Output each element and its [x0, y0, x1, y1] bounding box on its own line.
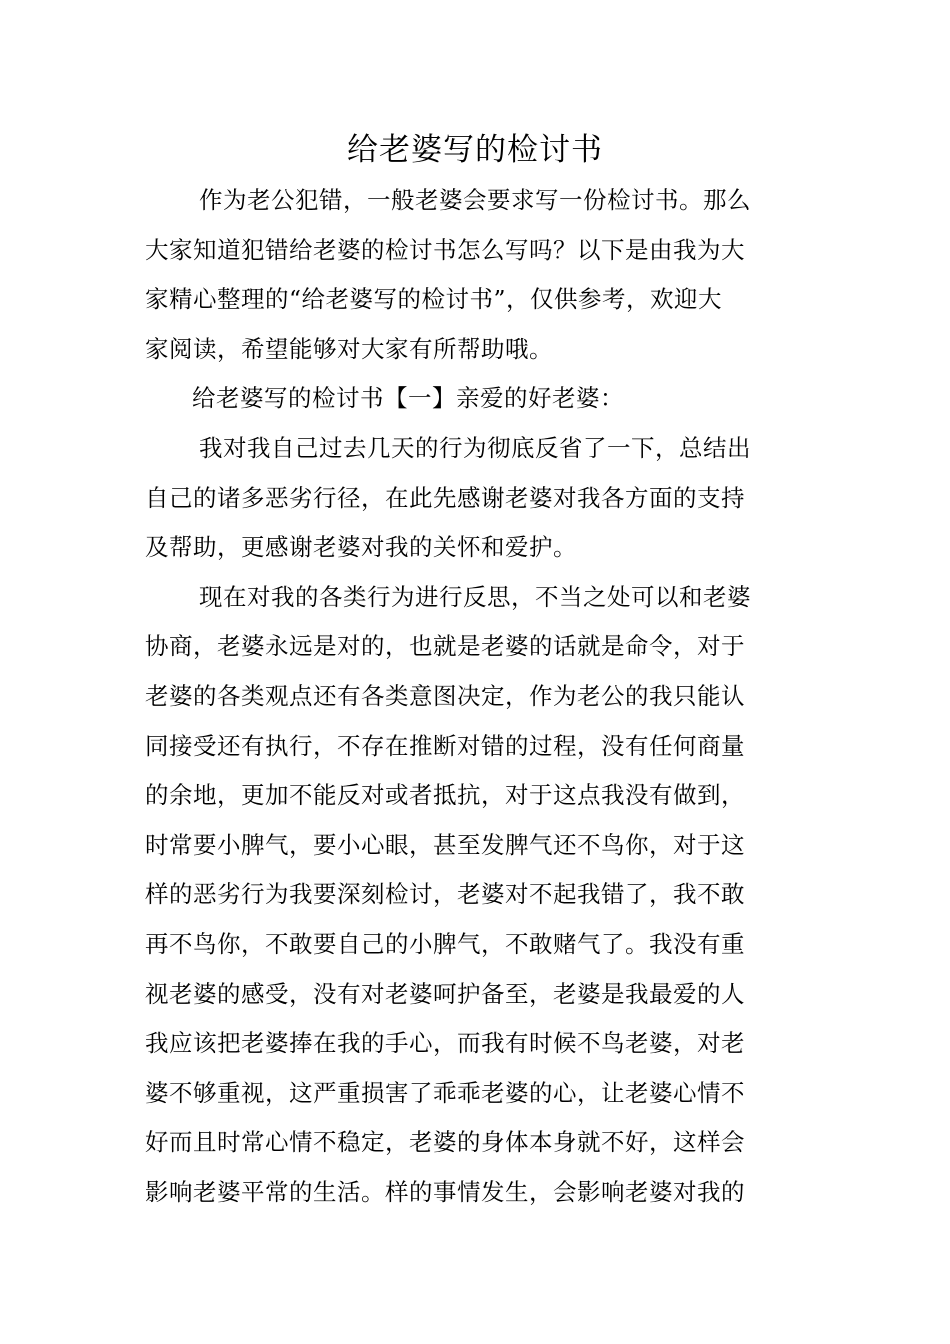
- text-line: 视老婆的感受，没有对老婆呵护备至，老婆是我最爱的人: [145, 979, 745, 1008]
- text-line: 及帮助，更感谢老婆对我的关怀和爱护。: [145, 533, 577, 562]
- text-line: 给老婆写的检讨书【一】亲爱的好老婆：: [192, 384, 624, 413]
- text-line: 协商，老婆永远是对的，也就是老婆的话就是命令，对于: [145, 632, 745, 661]
- text-line: 现在对我的各类行为进行反思，不当之处可以和老婆: [199, 582, 751, 611]
- text-line: 时常要小脾气，要小心眼，甚至发脾气还不鸟你，对于这: [145, 830, 745, 859]
- text-line: 老婆的各类观点还有各类意图决定，作为老公的我只能认: [145, 681, 745, 710]
- text-line: 家精心整理的“给老婆写的检讨书”，仅供参考，欢迎大: [145, 285, 723, 314]
- text-line: 再不鸟你，不敢要自己的小脾气，不敢赌气了。我没有重: [145, 929, 745, 958]
- text-line: 影响老婆平常的生活。样的事情发生，会影响老婆对我的: [145, 1177, 745, 1206]
- text-line: 样的恶劣行为我要深刻检讨，老婆对不起我错了，我不敢: [145, 880, 745, 909]
- text-line: 大家知道犯错给老婆的检讨书怎么写吗？以下是由我为大: [145, 235, 745, 264]
- document-body: [145, 176, 810, 1217]
- text-line: 婆不够重视，这严重损害了乖乖老婆的心，让老婆心情不: [145, 1078, 745, 1107]
- text-line: 的余地，更加不能反对或者抵抗，对于这点我没有做到，: [145, 781, 745, 810]
- document-title: 给老婆写的检讨书: [347, 132, 603, 168]
- text-line: 好而且时常心情不稳定，老婆的身体本身就不好，这样会: [145, 1128, 745, 1157]
- text-line: 自己的诸多恶劣行径，在此先感谢老婆对我各方面的支持: [145, 483, 745, 512]
- text-line: 家阅读，希望能够对大家有所帮助哦。: [145, 334, 553, 363]
- text-line: 我应该把老婆捧在我的手心，而我有时候不鸟老婆，对老: [145, 1029, 745, 1058]
- text-line: 作为老公犯错，一般老婆会要求写一份检讨书。那么: [199, 186, 751, 214]
- text-line: 我对我自己过去几天的行为彻底反省了一下，总结出: [199, 433, 751, 462]
- text-line: 同接受还有执行，不存在推断对错的过程，没有任何商量: [145, 731, 745, 760]
